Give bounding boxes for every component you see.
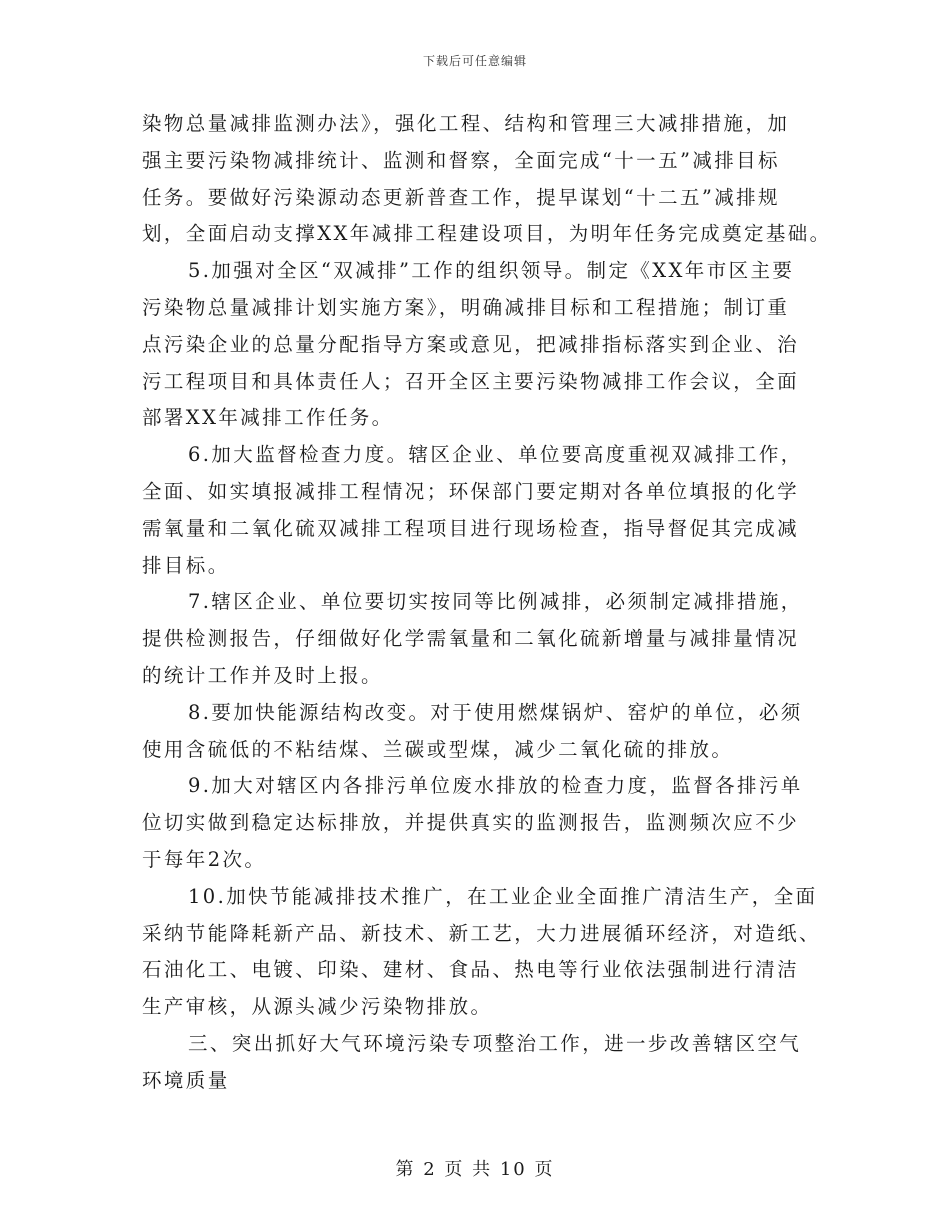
text-line: 位切实做到稳定达标排放，并提供真实的监测报告，监测频次应不少 [142, 811, 800, 835]
paragraph-item-5 [142, 253, 808, 437]
text-line: 石油化工、电镀、印染、建材、食品、热电等行业依法强制进行清洁 [142, 958, 800, 982]
text-line: 9.加大对辖区内各排污单位废水排放的检查力度，监督各排污单 [188, 774, 803, 798]
text-line: 部署XX年减排工作任务。 [142, 406, 394, 430]
page-number: 第 2 页 共 10 页 [395, 1159, 555, 1180]
text-line: 6.加大监督检查力度。辖区企业、单位要高度重视双减排工作， [188, 443, 803, 467]
text-line: 任务。要做好污染源动态更新普查工作，提早谋划“十二五”减排规 [142, 185, 780, 209]
text-line: 10.加快节能减排技术推广，在工业企业全面推广清洁生产，全面 [188, 884, 818, 908]
paragraph-item-9 [142, 768, 808, 878]
paragraph-item-10 [142, 879, 821, 1026]
text-line: 三、突出抓好大气环境污染专项整治工作，进一步改善辖区空气 [188, 1031, 802, 1055]
section-heading-3 [142, 1026, 808, 1100]
text-line: 7.辖区企业、单位要切实按同等比例减排，必须制定减排措施， [188, 590, 803, 614]
text-line: 提供检测报告，仔细做好化学需氧量和二氧化硫新增量与减排量情况 [142, 627, 800, 651]
text-line: 于每年2次。 [142, 847, 267, 871]
text-line: 污染物总量减排计划实施方案》，明确减排目标和工程措施；制订重 [142, 295, 790, 319]
text-line: 排目标。 [142, 553, 230, 577]
text-line: 染物总量减排监测办法》，强化工程、结构和管理三大减排措施，加 [142, 112, 790, 135]
page-header: 下载后可任意编辑 [422, 54, 527, 68]
text-line: 环境质量 [142, 1068, 230, 1092]
text-line: 点污染企业的总量分配指导方案或意见，把减排指标落实到企业、治 [142, 332, 800, 356]
text-line: 需氧量和二氧化硫双减排工程项目进行现场检查，指导督促其完成减 [142, 516, 800, 540]
text-line: 生产审核，从源头减少污染物排放。 [142, 995, 493, 1019]
text-line: 的统计工作并及时上报。 [142, 663, 383, 687]
text-line: 采纳节能降耗新产品、新技术、新工艺，大力进展循环经济，对造纸、 [142, 921, 821, 945]
text-line: 强主要污染物减排统计、监测和督察，全面完成“十一五”减排目标 [142, 148, 780, 172]
text-line: 全面、如实填报减排工程情况；环保部门要定期对各单位填报的化学 [142, 479, 800, 503]
paragraph-item-7 [142, 584, 808, 694]
text-line: 使用含硫低的不粘结煤、兰碳或型煤，减少二氧化硫的排放。 [142, 737, 734, 761]
paragraph-item-6 [142, 437, 808, 584]
document-body [142, 106, 832, 1100]
paragraph-item-8 [142, 695, 808, 769]
paragraph-continuation [142, 106, 832, 253]
text-line: 5.加强对全区“双减排”工作的组织领导。制定《XX年市区主要 [188, 259, 795, 283]
text-line: 污工程项目和具体责任人；召开全区主要污染物减排工作会议，全面 [142, 369, 800, 393]
text-line: 8.要加快能源结构改变。对于使用燃煤锅炉、窑炉的单位，必须 [188, 700, 803, 724]
text-line: 划，全面启动支撑XX年减排工程建设项目，为明年任务完成奠定基础。 [142, 222, 832, 246]
